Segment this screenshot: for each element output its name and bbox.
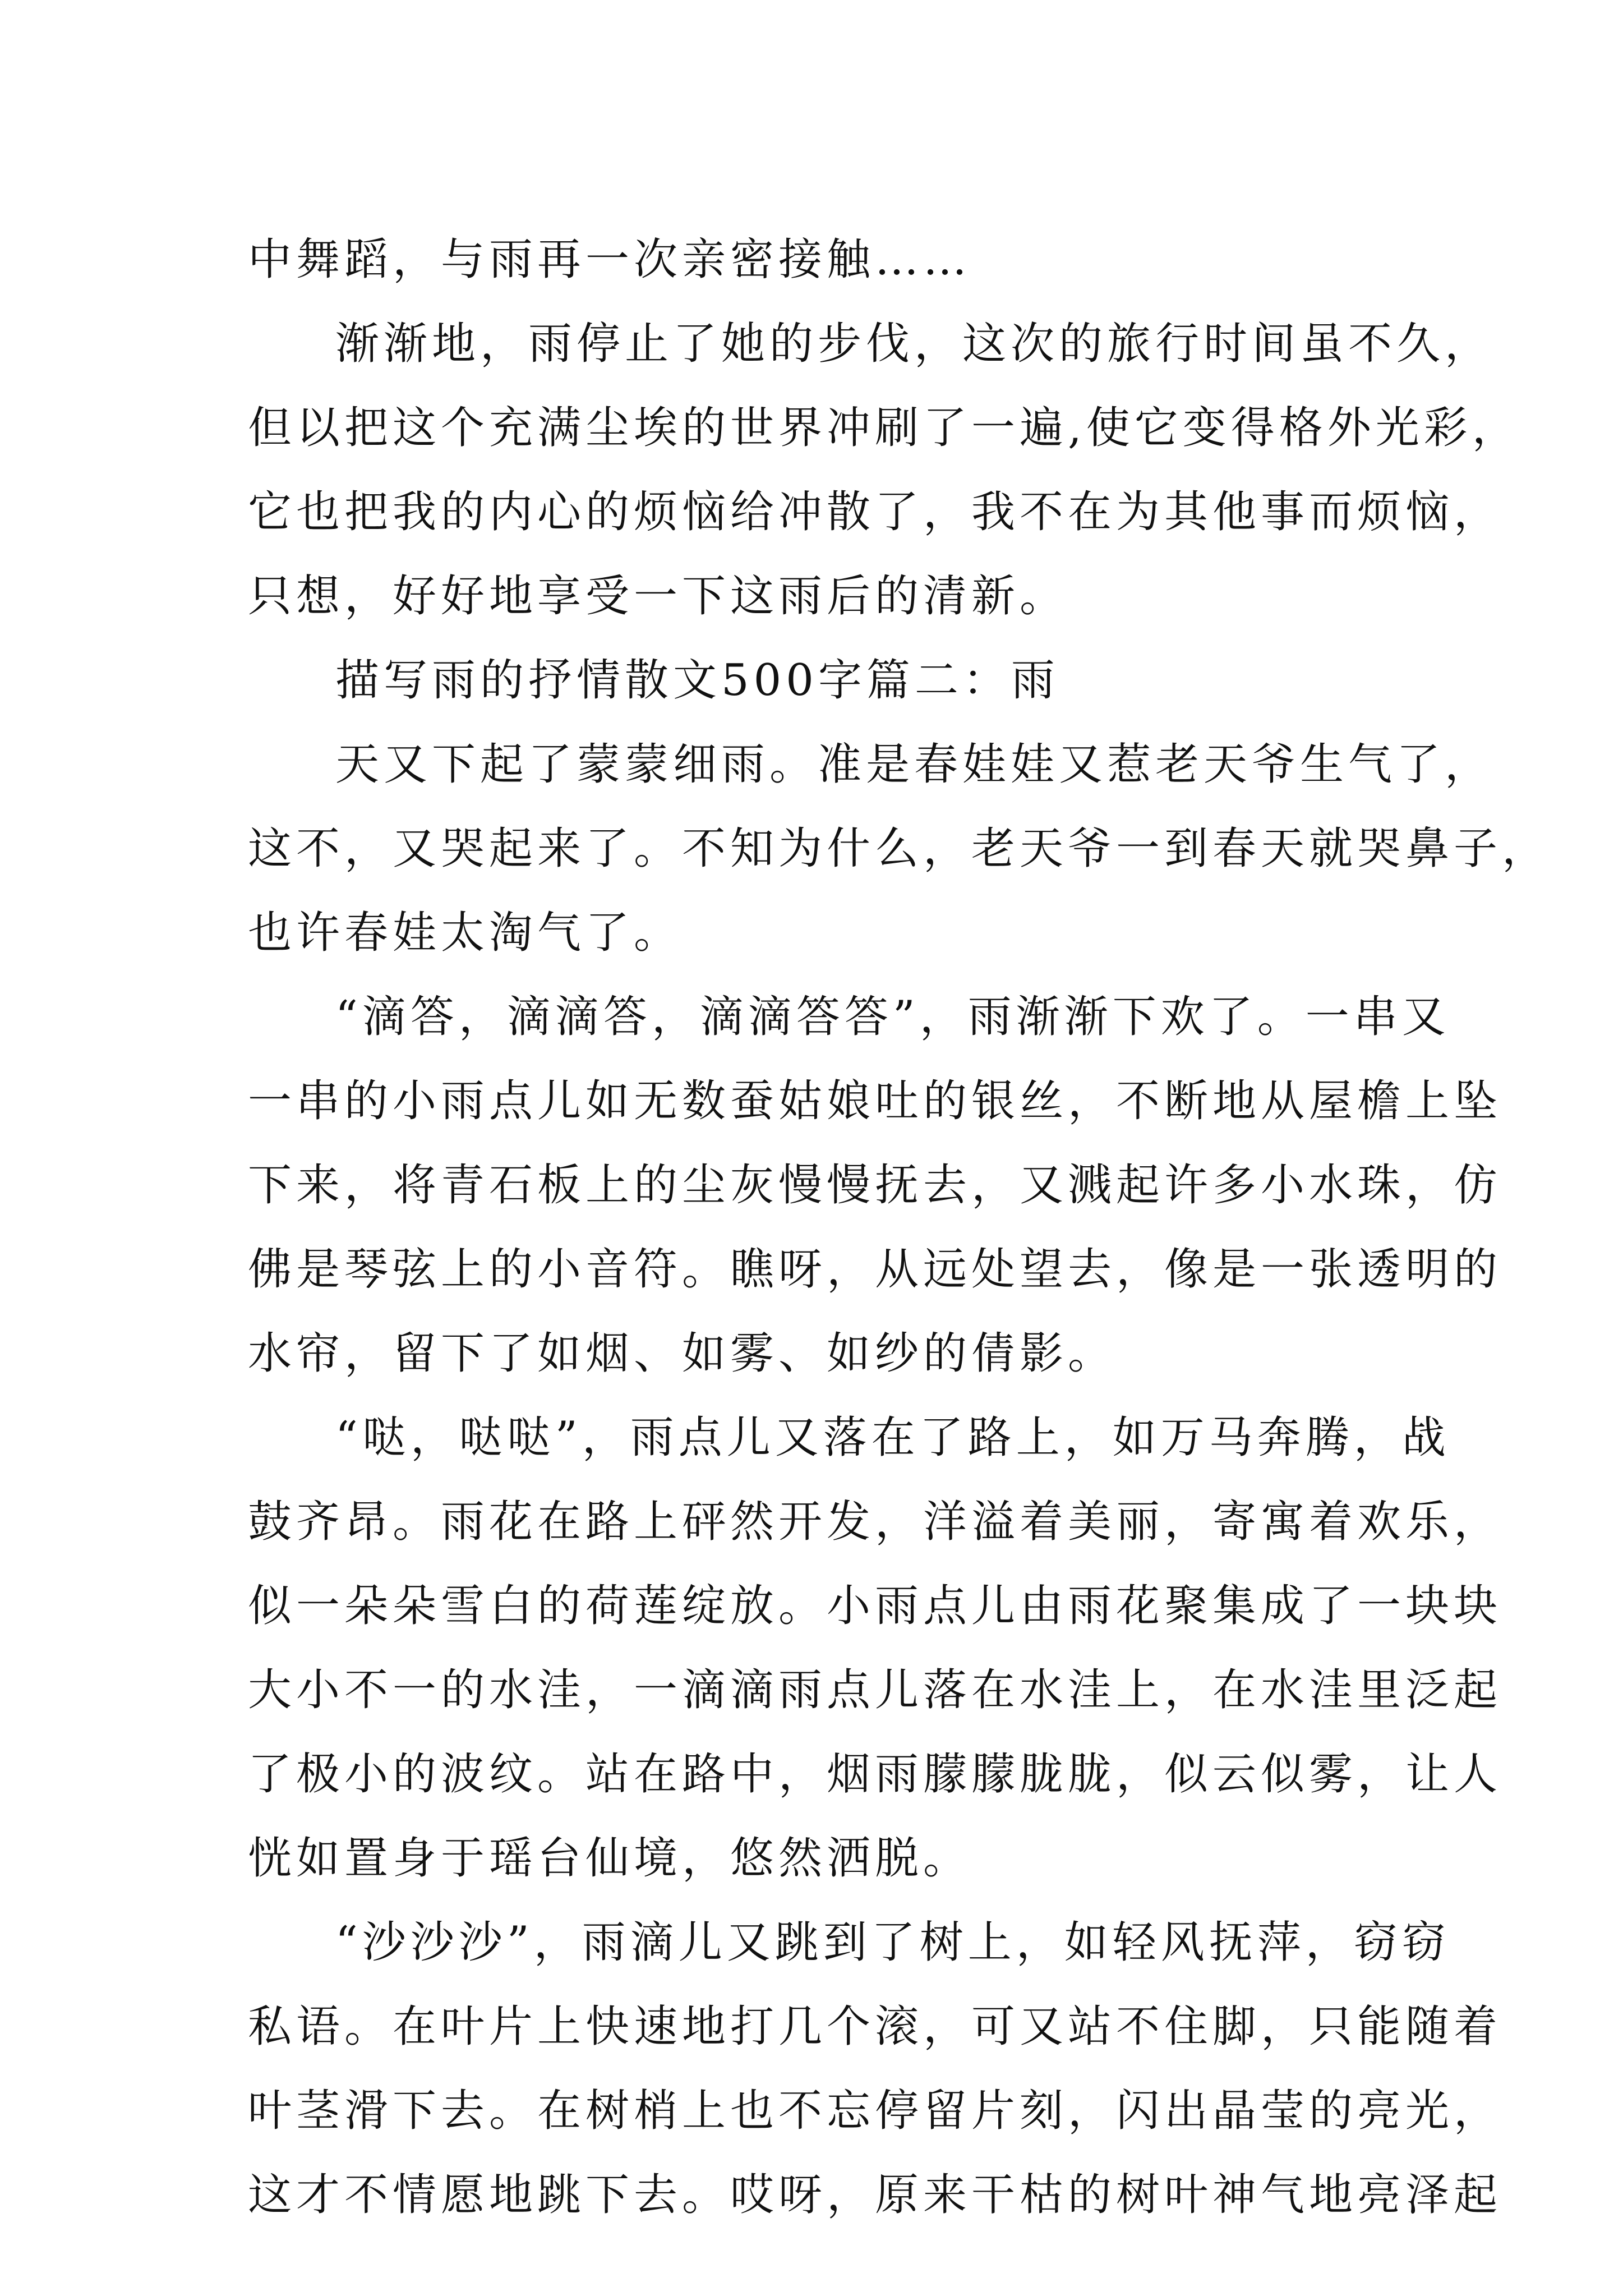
text-line: 但以把这个充满尘埃的世界冲刷了一遍,使它变得格外光彩， [248,403,1520,453]
text-line: “滴答，滴滴答，滴滴答答”，雨渐渐下欢了。一串又 [335,992,1450,1042]
paragraph [248,302,1520,638]
text-line: 这不，又哭起来了。不知为什么，老天爷一到春天就哭鼻子， [248,823,1551,874]
text-line: 佛是琴弦上的小音符。瞧呀，从远处望去，像是一张透明的 [248,1244,1502,1295]
paragraph [248,723,1551,975]
text-line: “哒，哒哒”，雨点儿又落在了路上，如万马奔腾，战 [335,1412,1450,1463]
paragraph [248,638,1428,723]
text-line: 它也把我的内心的烦恼给冲散了，我不在为其他事而烦恼， [248,487,1502,537]
paragraph [248,1396,1502,1901]
text-line: 一串的小雨点儿如无数蚕姑娘吐的银丝，不断地从屋檐上坠 [248,1076,1502,1126]
text-line: 这才不情愿地跳下去。哎呀，原来干枯的树叶神气地亮泽起 [248,2170,1502,2220]
text-line: 大小不一的水洼，一滴滴雨点儿落在水洼上，在水洼里泛起 [248,1665,1502,1715]
paragraph [248,1901,1502,2237]
paragraph [248,975,1502,1396]
text-line: 叶茎滑下去。在树梢上也不忘停留片刻，闪出晶莹的亮光， [248,2086,1502,2136]
text-line: 鼓齐昂。雨花在路上砰然开发，洋溢着美丽，寄寓着欢乐， [248,1497,1502,1547]
text-line: 中舞蹈，与雨再一次亲密接触…… [248,234,972,285]
text-line: 了极小的波纹。站在路中，烟雨朦朦胧胧，似云似雾，让人 [248,1749,1502,1800]
text-line: 描写雨的抒情散文500字篇二：雨 [335,655,1059,706]
text-line: 也许春娃太淘气了。 [248,908,683,958]
text-line: 私语。在叶片上快速地打几个滚，可又站不住脚，只能随着 [248,2001,1502,2052]
text-line: 水帘，留下了如烟、如雾、如纱的倩影。 [248,1328,1117,1379]
text-line: 似一朵朵雪白的荷莲绽放。小雨点儿由雨花聚集成了一块块 [248,1581,1502,1631]
text-line: 渐渐地，雨停止了她的步伐，这次的旅行时间虽不久， [335,319,1493,369]
text-line: 天又下起了蒙蒙细雨。准是春娃娃又惹老天爷生气了， [335,739,1493,790]
text-line: 只想，好好地享受一下这雨后的清新。 [248,571,1068,622]
text-line: “沙沙沙”，雨滴儿又跳到了树上，如轻风抚萍，窃窃 [335,1917,1450,1968]
text-line: 下来，将青石板上的尘灰慢慢抚去，又溅起许多小水珠，仿 [248,1160,1502,1211]
paragraph [248,218,1428,302]
document-body [248,218,1551,2237]
text-line: 恍如置身于瑶台仙境，悠然洒脱。 [248,1833,972,1884]
